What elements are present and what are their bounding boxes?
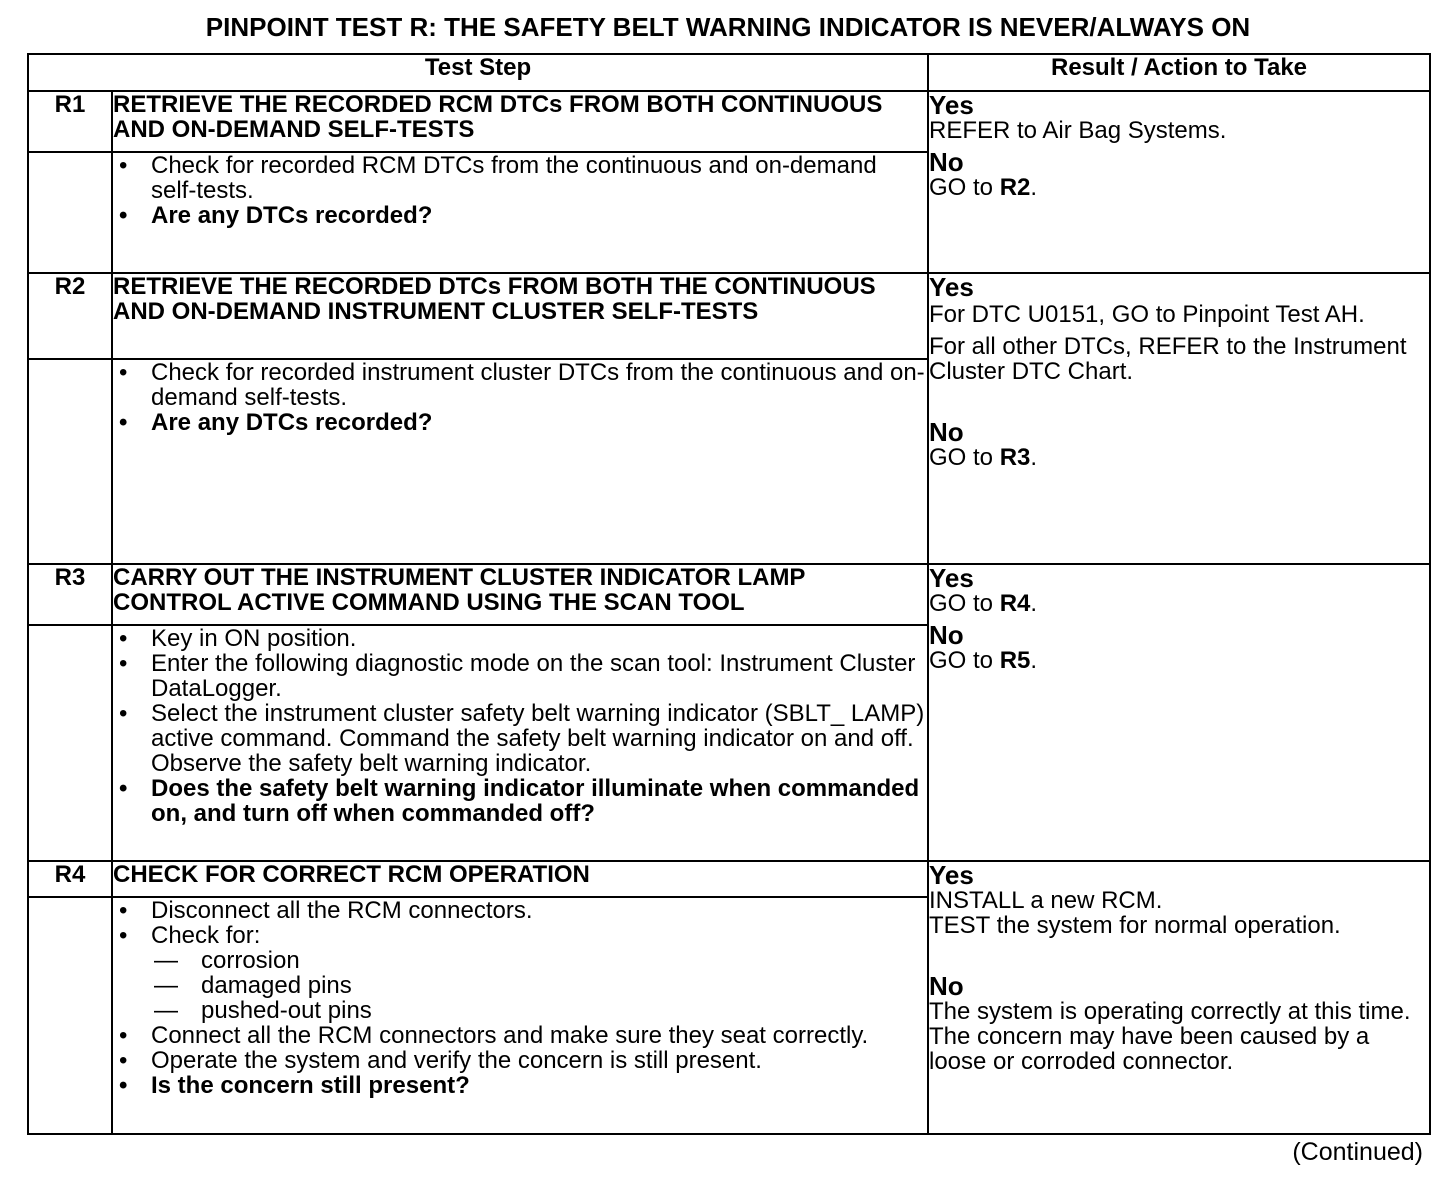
yes-action: REFER to Air Bag Systems. [929,117,1227,144]
step-result [928,273,1430,564]
continued-note: (Continued) [1292,1138,1423,1166]
page-title: PINPOINT TEST R: THE SAFETY BELT WARNING INDICATOR IS NEVER/ALWAYS ON [205,12,1251,42]
table-header-row [28,54,1430,91]
yes-action: For all other DTCs, REFER to the Instrument Cluster DTC Chart. [929,333,1407,385]
yes-action: TEST the system for normal operation. [929,912,1341,939]
no-action: The system is operating correctly at this time. The concern may have been caused by a loose or corroded connector. [929,998,1411,1075]
step-r3-title-row [28,564,1430,625]
step-title: CARRY OUT THE INSTRUMENT CLUSTER INDICATOR LAMP CONTROL ACTIVE COMMAND USING THE SCAN TOOL [112,564,928,625]
step-id: R3 [28,564,112,625]
instruction-item: • Key in ON position. [113,626,927,651]
step-r2-title-row [28,273,1430,359]
check-item: — pushed-out pins [151,998,927,1023]
step-reference: R5 [999,647,1031,674]
step-id: R4 [28,861,112,897]
header-result-action: Result / Action to Take [928,54,1430,91]
step-result [928,564,1430,861]
question-item: • Are any DTCs recorded? [113,203,927,228]
yes-action: GO to R4. [929,590,1038,617]
step-result [928,861,1430,1134]
step-instructions [112,359,928,564]
instruction-item: • Connect all the RCM connectors and make sure they seat correctly. [113,1023,927,1048]
no-label: No [929,417,964,447]
step-title: RETRIEVE THE RECORDED DTCs FROM BOTH THE CONTINUOUS AND ON-DEMAND INSTRUMENT CLUSTER SELF-TESTS [112,273,928,359]
step-reference: R4 [999,590,1031,617]
no-label: No [929,971,964,1001]
yes-label: Yes [929,563,974,593]
no-action: GO to R2. [929,174,1038,201]
step-instructions [112,152,928,273]
step-reference: R2 [999,174,1031,201]
instruction-item: • Operate the system and verify the concern is still present. [113,1048,927,1073]
step-id: R2 [28,273,112,359]
header-test-step: Test Step [28,54,928,91]
step-id: R1 [28,91,112,152]
no-action: GO to R3. [929,444,1038,471]
step-r1-title-row [28,91,1430,152]
no-label: No [929,147,964,177]
step-result [928,91,1430,273]
yes-action: INSTALL a new RCM. [929,887,1163,914]
question-item: • Does the safety belt warning indicator illuminate when commanded on, and turn off when commanded off? [113,776,927,826]
instruction-item: • Check for recorded instrument cluster DTCs from the continuous and on-demand self-tests. [113,360,927,410]
yes-label: Yes [929,90,974,120]
no-action: GO to R5. [929,647,1038,674]
yes-label: Yes [929,860,974,890]
check-item: — corrosion [151,948,927,973]
instruction-item: • Disconnect all the RCM connectors. [113,898,927,923]
step-title: CHECK FOR CORRECT RCM OPERATION [112,861,928,897]
pinpoint-test-table [27,53,1431,1135]
question-item: • Is the concern still present? [113,1073,927,1098]
step-instructions [112,625,928,861]
instruction-item: • Check for: — corrosion — damaged pins — pushed-out pins [113,923,927,1023]
instruction-item: • Enter the following diagnostic mode on the scan tool: Instrument Cluster DataLogger. [113,651,927,701]
step-title: RETRIEVE THE RECORDED RCM DTCs FROM BOTH CONTINUOUS AND ON-DEMAND SELF-TESTS [112,91,928,152]
instruction-item: • Select the instrument cluster safety belt warning indicator (SBLT_ LAMP) active command. Command the safety belt warning indicator on and off. Observe the safety belt warning indicator. [113,701,927,776]
check-item: — damaged pins [151,973,927,998]
check-list [151,948,927,1023]
yes-action: For DTC U0151, GO to Pinpoint Test AH. [929,301,1365,328]
step-r4-title-row [28,861,1430,897]
no-label: No [929,620,964,650]
step-reference: R3 [999,444,1031,471]
question-item: • Are any DTCs recorded? [113,410,927,435]
instruction-item: • Check for recorded RCM DTCs from the continuous and on-demand self-tests. [113,153,927,203]
step-instructions [112,897,928,1134]
yes-label: Yes [929,272,974,302]
